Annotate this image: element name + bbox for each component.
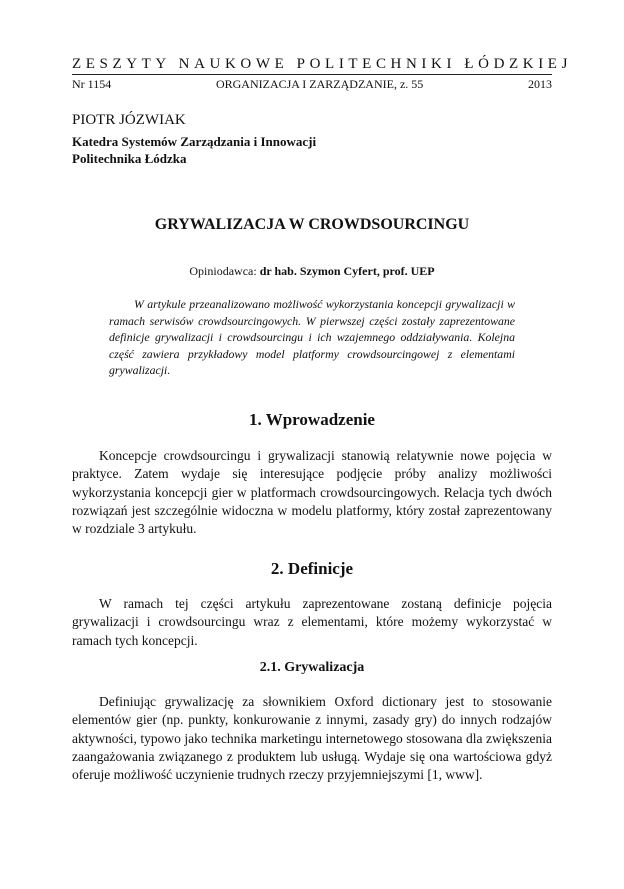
definitions-paragraph: W ramach tej części artykułu zaprezentowane zostaną definicje pojęcia grywalizacji i crowdsourcingu wraz z elementami, które możemy wykorzystać w ramach tych koncepcji.	[72, 596, 552, 648]
introduction-paragraph: Koncepcje crowdsourcingu i grywalizacji stanowią relatywnie nowe pojęcia w praktyce. Zatem wydaje się interesujące podjęcie próby analizy możliwości wykorzystania koncepcji gier w platformach crowdsourcingowych. Relacja tych dwóch rozwiązań jest szczególnie widoczna w modelu platformy, który został zaprezentowany w rozdziale 3 artykułu.	[72, 448, 552, 537]
reviewer-name: dr hab. Szymon Cyfert, prof. UEP	[259, 264, 435, 278]
abstract: W artykule przeanalizowano możliwość wykorzystania koncepcji grywalizacji w ramach serwisów crowdsourcingowych. W pierwszej części zostały zaprezentowane definicje grywalizacji i crowdsourcingu i ich wzajemnego oddziaływania. Kolejna część zawiera przykładowy model platformy crowdsourcingowej z elementami grywalizacji.	[109, 297, 515, 378]
paper-title: GRYWALIZACJA W CROWDSOURCINGU	[154, 216, 470, 233]
subsection-heading-gamification: 2.1. Grywalizacja	[259, 660, 365, 675]
author-university: Politechnika Łódzka	[72, 151, 187, 166]
series-name: ORGANIZACJA I ZARZĄDZANIE, z. 55	[215, 77, 424, 91]
reviewer-line	[72, 264, 552, 279]
header-rule	[72, 74, 552, 75]
issue-info	[72, 77, 552, 92]
issue-number: Nr 1154	[72, 77, 112, 91]
section-heading-definitions: 2. Definicje	[270, 559, 354, 578]
reviewer-label: Opiniodawca:	[189, 264, 260, 278]
journal-title: ZESZYTY NAUKOWE POLITECHNIKI ŁÓDZKIEJ	[72, 56, 573, 72]
author-department: Katedra Systemów Zarządzania i Innowacji	[72, 134, 317, 149]
issue-year: 2013	[528, 77, 552, 91]
author-name: PIOTR JÓZWIAK	[72, 112, 186, 128]
gamification-paragraph: Definiując grywalizację za słownikiem Oxford dictionary jest to stosowanie elementów gier (np. punkty, konkurowanie z innymi, zasady gry) do innych rodzajów aktywności, typowo jako technika marketingu internetowego stosowana dla zwiększenia zaangażowania związanego z produktem lub usługą. Wydaje się ona wartościowa gdyż oferuje możliwość uczynienie trudnych rzeczy przyjemniejszymi [1, www].	[72, 694, 552, 783]
section-heading-introduction: 1. Wprowadzenie	[249, 410, 375, 429]
